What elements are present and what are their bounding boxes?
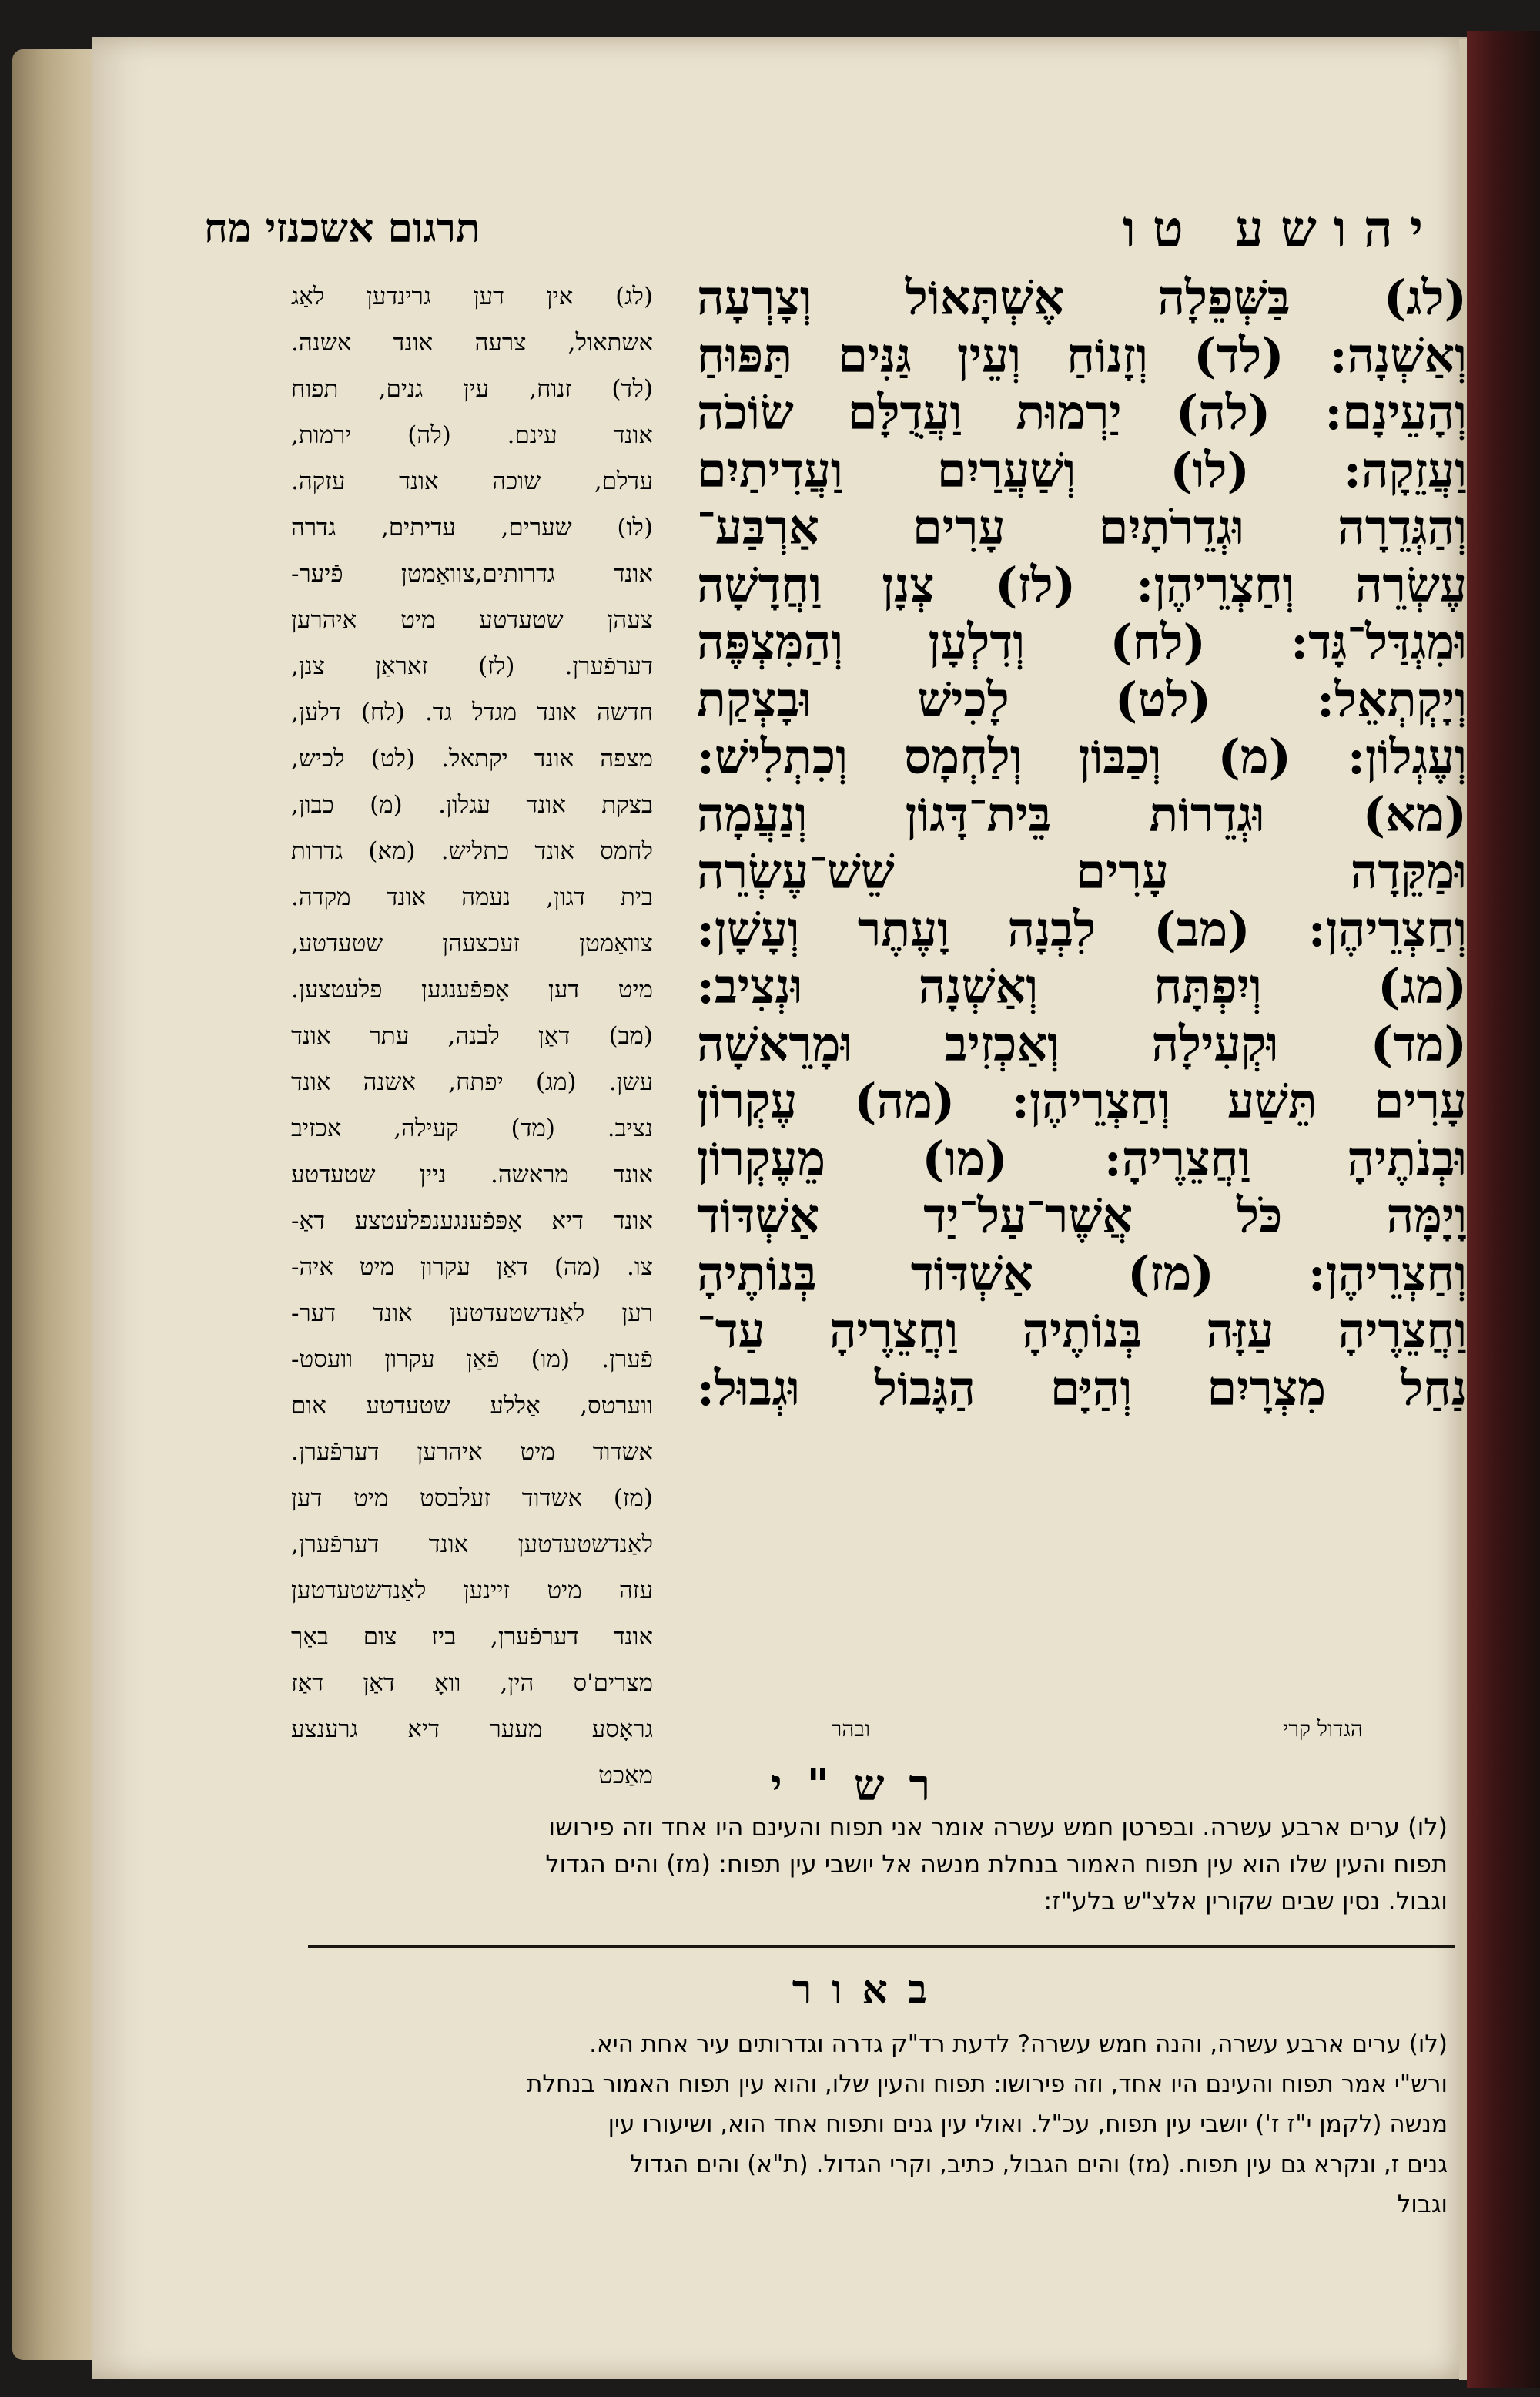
translation-line: גראָסע מעער דיא גרענצע	[291, 1715, 653, 1743]
translation-line: אונד דערפֿערן, ביז צום באַך	[291, 1623, 653, 1651]
masoretic-note: הגדול קרי	[1282, 1716, 1363, 1742]
translation-line: מיט דען אָפּפֿענגען פלעטצען.	[291, 976, 653, 1004]
beur-heading: באור	[792, 1966, 947, 2013]
rashi-line: (לו) ערים ארבע עשרה. ובפרטן חמש עשרה אומר אני תפוח והעינם היו אחד וזה פירושו	[548, 1812, 1448, 1842]
masoretic-note: ובהר	[831, 1716, 870, 1742]
main-text-line: וְחַצְרֵיהֶן: (מז) אַשְׁדּוֹד בְּנוֹתֶיהָ	[697, 1245, 1467, 1302]
page-stack-edge	[12, 49, 105, 2360]
running-header-book-chapter: יהושע טו	[1123, 199, 1440, 259]
translation-line: עדלם, שוכה אונד עזקה.	[291, 468, 653, 495]
main-text-line: וְהָעֵינָם: (לה) יַרְמוּת וַעֲדֻלָּם שׂוֹכֹה	[697, 384, 1467, 441]
translation-line: צוואַמטן זעכצעהן שטעדטע,	[291, 930, 653, 957]
translation-line: אשתאול, צרעה אונד אשנה.	[291, 329, 653, 357]
main-text-line: וּבְנֹתֶיהָ וַחֲצֵרֶיהָ: (מו) מֵעֶקְרוֹן	[697, 1130, 1467, 1187]
translation-line: בצקת אונד עגלון. (מ) כבון,	[291, 791, 653, 819]
beur-line: גנים ז, ונקרא גם עין תפוח. (מז) והים הגבול, כתיב, וקרי הגדול. (ת"א) והים הגדול	[630, 2151, 1448, 2178]
main-text-line: וְיָקְתְאֵל: (לט) לָכִישׁ וּבָצְקַת	[697, 671, 1467, 728]
translation-line: מאַכט	[598, 1762, 653, 1789]
main-text-line: עֶשְׂרֵה וְחַצְרֵיהֶן: (לז) צְנָן וַחֲדָשָׁה	[697, 556, 1467, 613]
translation-line: צעהן שטעדטע מיט איהרען	[291, 606, 653, 634]
main-text-line: וַחֲצֵרֶיהָ עַזָּה בְּנוֹתֶיהָ וַחֲצֵרֶיהָ עַד־	[697, 1302, 1467, 1359]
main-text-line: נַחַל מִצְרָיִם וְהַיָּם הַגָּבוֹל וּגְבוּל:	[697, 1359, 1467, 1416]
book-binding	[1467, 31, 1540, 2388]
translation-line: אשדוד מיט איהרען דערפֿערן.	[291, 1438, 653, 1466]
translation-line: נציב. (מד) קעילה, אכזיב	[291, 1115, 653, 1142]
translation-line: (מב) דאַן לבנה, עתר אונד	[291, 1022, 653, 1050]
translation-line: עזה מיט זיינען לאַנדשטעדטען	[291, 1577, 653, 1604]
main-text-line: (מג) וְיִפְתָּח וְאַשְׁנָה וּנְצִיב:	[697, 958, 1467, 1014]
translation-line: רען לאַנדשטעדטען אונד דער-	[291, 1299, 653, 1327]
main-text-line: וּמִגְדַּל־גָּד: (לח) וְדִלְעָן וְהַמִּצְפֶּה	[697, 614, 1467, 670]
section-divider	[308, 1945, 1455, 1948]
main-text-line: וָיָמָּה כֹּל אֲשֶׁר־עַל־יַד אַשְׁדּוֹד	[697, 1188, 1467, 1244]
translation-line: צו. (מה) דאַן עקרון מיט איה-	[291, 1253, 653, 1281]
translation-line: (מז) אשדוד זעלבסט מיט דען	[291, 1484, 653, 1512]
beur-line: וגבול	[1397, 2191, 1448, 2218]
main-text-line: (מא) וּגְדֵרוֹת בֵּית־דָּגוֹן וְנַעֲמָה	[697, 786, 1467, 843]
translation-line: חדשה אונד מגדל גד. (לח) דלען,	[291, 699, 653, 726]
beur-line: מנשה (לקמן י"ז ז') יושבי עין תפוח, עכ"ל. ואולי עין גנים ותפוח אחד הוא, ושיעורו עין	[608, 2110, 1448, 2138]
rashi-line: תפוח והעין שלו הוא עין תפוח האמור בנחלת מנשה אל יושבי עין תפוח: (מז) והים הגדול	[545, 1849, 1448, 1879]
translation-line: אונד דיא אָפּפֿענגענפלעטצע דאַ-	[291, 1207, 653, 1235]
main-text-line: וְאַשְׁנָה: (לד) וְזָנוֹחַ וְעֵין גַּנִּים תַּפּוּחַ	[697, 327, 1467, 384]
main-text-line: (מד) וּקְעִילָה וְאַכְזִיב וּמָרֵאשָׁה	[697, 1015, 1467, 1072]
main-text-line: וְעֶגְלוֹן: (מ) וְכַבּוֹן וְלַחְמָס וְכִתְלִישׁ:	[697, 729, 1467, 785]
main-text-line: וְחַצְרֵיהֶן: (מב) לִבְנָה וָעֶתֶר וְעָשָׁן:	[697, 900, 1467, 957]
translation-line: לחמס אונד כתליש. (מא) גדרות	[291, 837, 653, 865]
translation-line: ווערטס, אַללע שטעדטע אום	[291, 1392, 653, 1420]
beur-commentary	[277, 2024, 1448, 2224]
beur-line: ורש"י אמר תפוח והעינם היו אחד, וזה פירושו: תפוח והעין שלו, והוא עין תפוח האמור בנחלת	[527, 2070, 1448, 2098]
translation-line: לאַנדשטעדטען אונד דערפֿערן,	[291, 1530, 653, 1558]
translation-line: (לג) אין דען גרינדען לאַג	[291, 283, 653, 310]
rashi-heading: רש"י	[770, 1760, 955, 1811]
translation-column	[291, 273, 653, 1799]
translation-line: אונד גדרותים,צוואַמטן פֿיער-	[291, 560, 653, 588]
translation-line: מצפה אונד יקתאל. (לט) לכיש,	[291, 745, 653, 773]
running-header-translation-page: תרגום אשכנזי מח	[204, 205, 480, 252]
translation-line: אונד מראשה. ניין שטעדטע	[291, 1161, 653, 1188]
main-text-line: וַעֲזֵקָה: (לו) וְשַׁעֲרַיִם וַעֲדִיתַיִם	[697, 441, 1467, 498]
rashi-line: וגבול. נסין שבים שקורין אלצ"ש בלע"ז:	[1043, 1886, 1448, 1916]
translation-line: מצרים'ס הין, וואָ דאַן דאַז	[291, 1669, 653, 1697]
translation-line: אונד עינם. (לה) ירמות,	[291, 421, 653, 449]
main-text-column	[697, 270, 1467, 1417]
translation-line: (לד) זנוח, עין גנים, תפוח	[291, 375, 653, 403]
translation-line: (לו) שערים, עדיתים, גדרה	[291, 514, 653, 541]
translation-line: דערפֿערן. (לז) זאראַן צנן,	[291, 652, 653, 680]
translation-line: בית דגון, נעמה אונד מקדה.	[291, 883, 653, 911]
main-text-line: (לג) בַּשְּׁפֵלָה אֶשְׁתָּאוֹל וְצָרְעָה	[697, 270, 1467, 326]
rashi-commentary	[308, 1809, 1448, 1919]
main-text-line: וּמַקֵּדָה עָרִים שֵׁשׁ־עֶשְׂרֵה	[697, 843, 1467, 900]
translation-line: פֿערן. (מו) פֿאַן עקרון וועסט-	[291, 1346, 653, 1373]
main-text-line: וְהַגְּדֵרָה וּגְדֵרֹתָיִם עָרִים אַרְבַּע־	[697, 499, 1467, 555]
beur-line: (לו) ערים ארבע עשרה, והנה חמש עשרה? לדעת רד"ק גדרה וגדרותים עיר אחת היא.	[589, 2030, 1448, 2058]
translation-line: עשן. (מג) יפתח, אשנה אונד	[291, 1068, 653, 1096]
main-text-line: עָרִים תֵּשַׁע וְחַצְרֵיהֶן: (מה) עֶקְרוֹן	[697, 1073, 1467, 1129]
